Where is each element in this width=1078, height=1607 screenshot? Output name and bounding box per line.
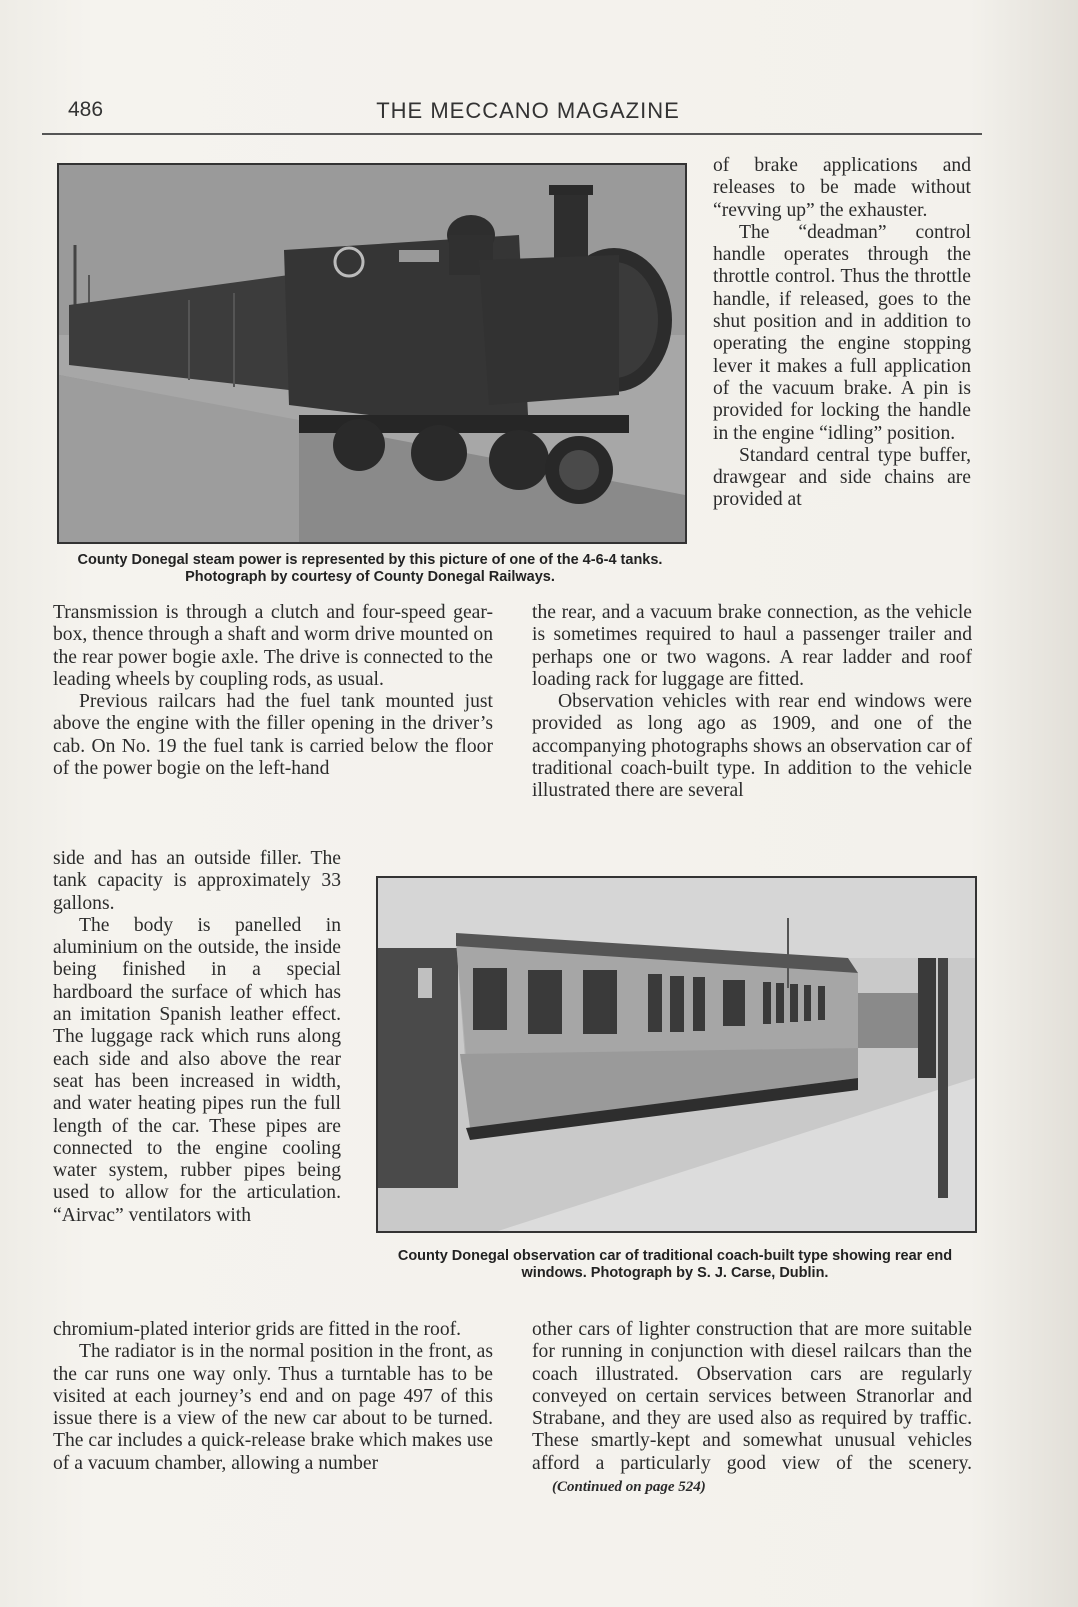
paragraph: chromium-plated interior grids are fitted in the roof. <box>53 1319 462 1340</box>
paragraph: of brake applications and releases to be made without “revving up” the exhauster. <box>713 155 971 221</box>
header-rule <box>42 133 982 135</box>
left-column-bottom <box>53 1319 493 1475</box>
locomotive-photo <box>57 163 687 544</box>
paragraph: the rear, and a vacuum brake connection, as the vehicle is sometimes required to haul a passenger trailer and perhaps one or two wagons. A rear ladder and roof loading rack for luggage are fitted. <box>532 602 972 690</box>
locomotive-caption: County Donegal steam power is represented by this picture of one of the 4-6-4 tanks. Photograph by courtesy of County Donegal Railways. <box>77 552 663 585</box>
paragraph: The radiator is in the normal position in the front, as the car runs one way only. Thus a turntable has to be visited at each journey’s end and on page 497 of this issue there is a view of the new car about to be turned. The car includes a quick-release brake which makes use of a vacuum chamber, allowing a number <box>53 1341 493 1474</box>
paragraph-text: other cars of lighter construction that are more suitable for running in conjunction with diesel railcars than the coach illustrated. Observation cars are regularly conveyed on certain services between Stranorlar and Strabane, and they are used also as required by traffic. These smartly-kept and somewhat unusual vehicles afford a particularly good view of the scenery. <box>532 1319 972 1474</box>
right-column-top <box>713 155 971 512</box>
observation-car-caption: County Donegal observation car of traditional coach-built type showing rear end windows. Photograph by S. J. Carse, Dublin. <box>397 1248 953 1281</box>
paragraph: Previous railcars had the fuel tank mounted just above the engine with the filler opening in the driver’s cab. On No. 19 the fuel tank is carried below the floor of the power bogie on the left-hand <box>53 691 493 780</box>
paragraph: Observation vehicles with rear end windows were provided as long ago as 1909, and one of the accompanying photographs shows an observation car of traditional coach-built type. In addition to the vehicle illustrated there are several <box>532 691 972 802</box>
right-column-bottom <box>532 1319 972 1498</box>
paragraph: Transmission is through a clutch and four-speed gear-box, thence through a shaft and worm drive mounted on the rear power bogie axle. The drive is connected to the leading wheels by coupling rods, as usual. <box>53 602 493 690</box>
paragraph: The body is panelled in aluminium on the outside, the inside being finished in a special hardboard the surface of which has an imitation Spanish leather effect. The luggage rack which runs along each side and also above the rear seat has been increased in width, and water heating pipes run the full length of the car. These pipes are connected to the engine cooling water system, rubber pipes being used to allow for the articulation. “Airvac” ventilators with <box>53 914 341 1226</box>
paragraph: Standard central type buffer, drawgear and side chains are provided at <box>713 444 971 511</box>
observation-car-photo <box>376 876 977 1233</box>
continued-note: (Continued on page 524) <box>552 1479 706 1496</box>
magazine-title: THE MECCANO MAGAZINE <box>376 98 680 123</box>
paragraph: side and has an outside filler. The tank capacity is approximately 33 gallons. <box>53 848 341 914</box>
paragraph: The “deadman” control handle operates through the throttle control. Thus the throttle handle, if released, goes to the shut position and in addition to operating the engine stopping lever it makes a full application of the vacuum brake. A pin is provided for locking the handle in the engine “idling” position. <box>713 221 971 444</box>
page-header <box>68 98 988 128</box>
left-narrow-column <box>53 848 341 1227</box>
paragraph <box>532 1319 972 1498</box>
left-column-upper <box>53 602 493 780</box>
right-column-middle <box>532 602 972 803</box>
page-number: 486 <box>68 98 104 121</box>
